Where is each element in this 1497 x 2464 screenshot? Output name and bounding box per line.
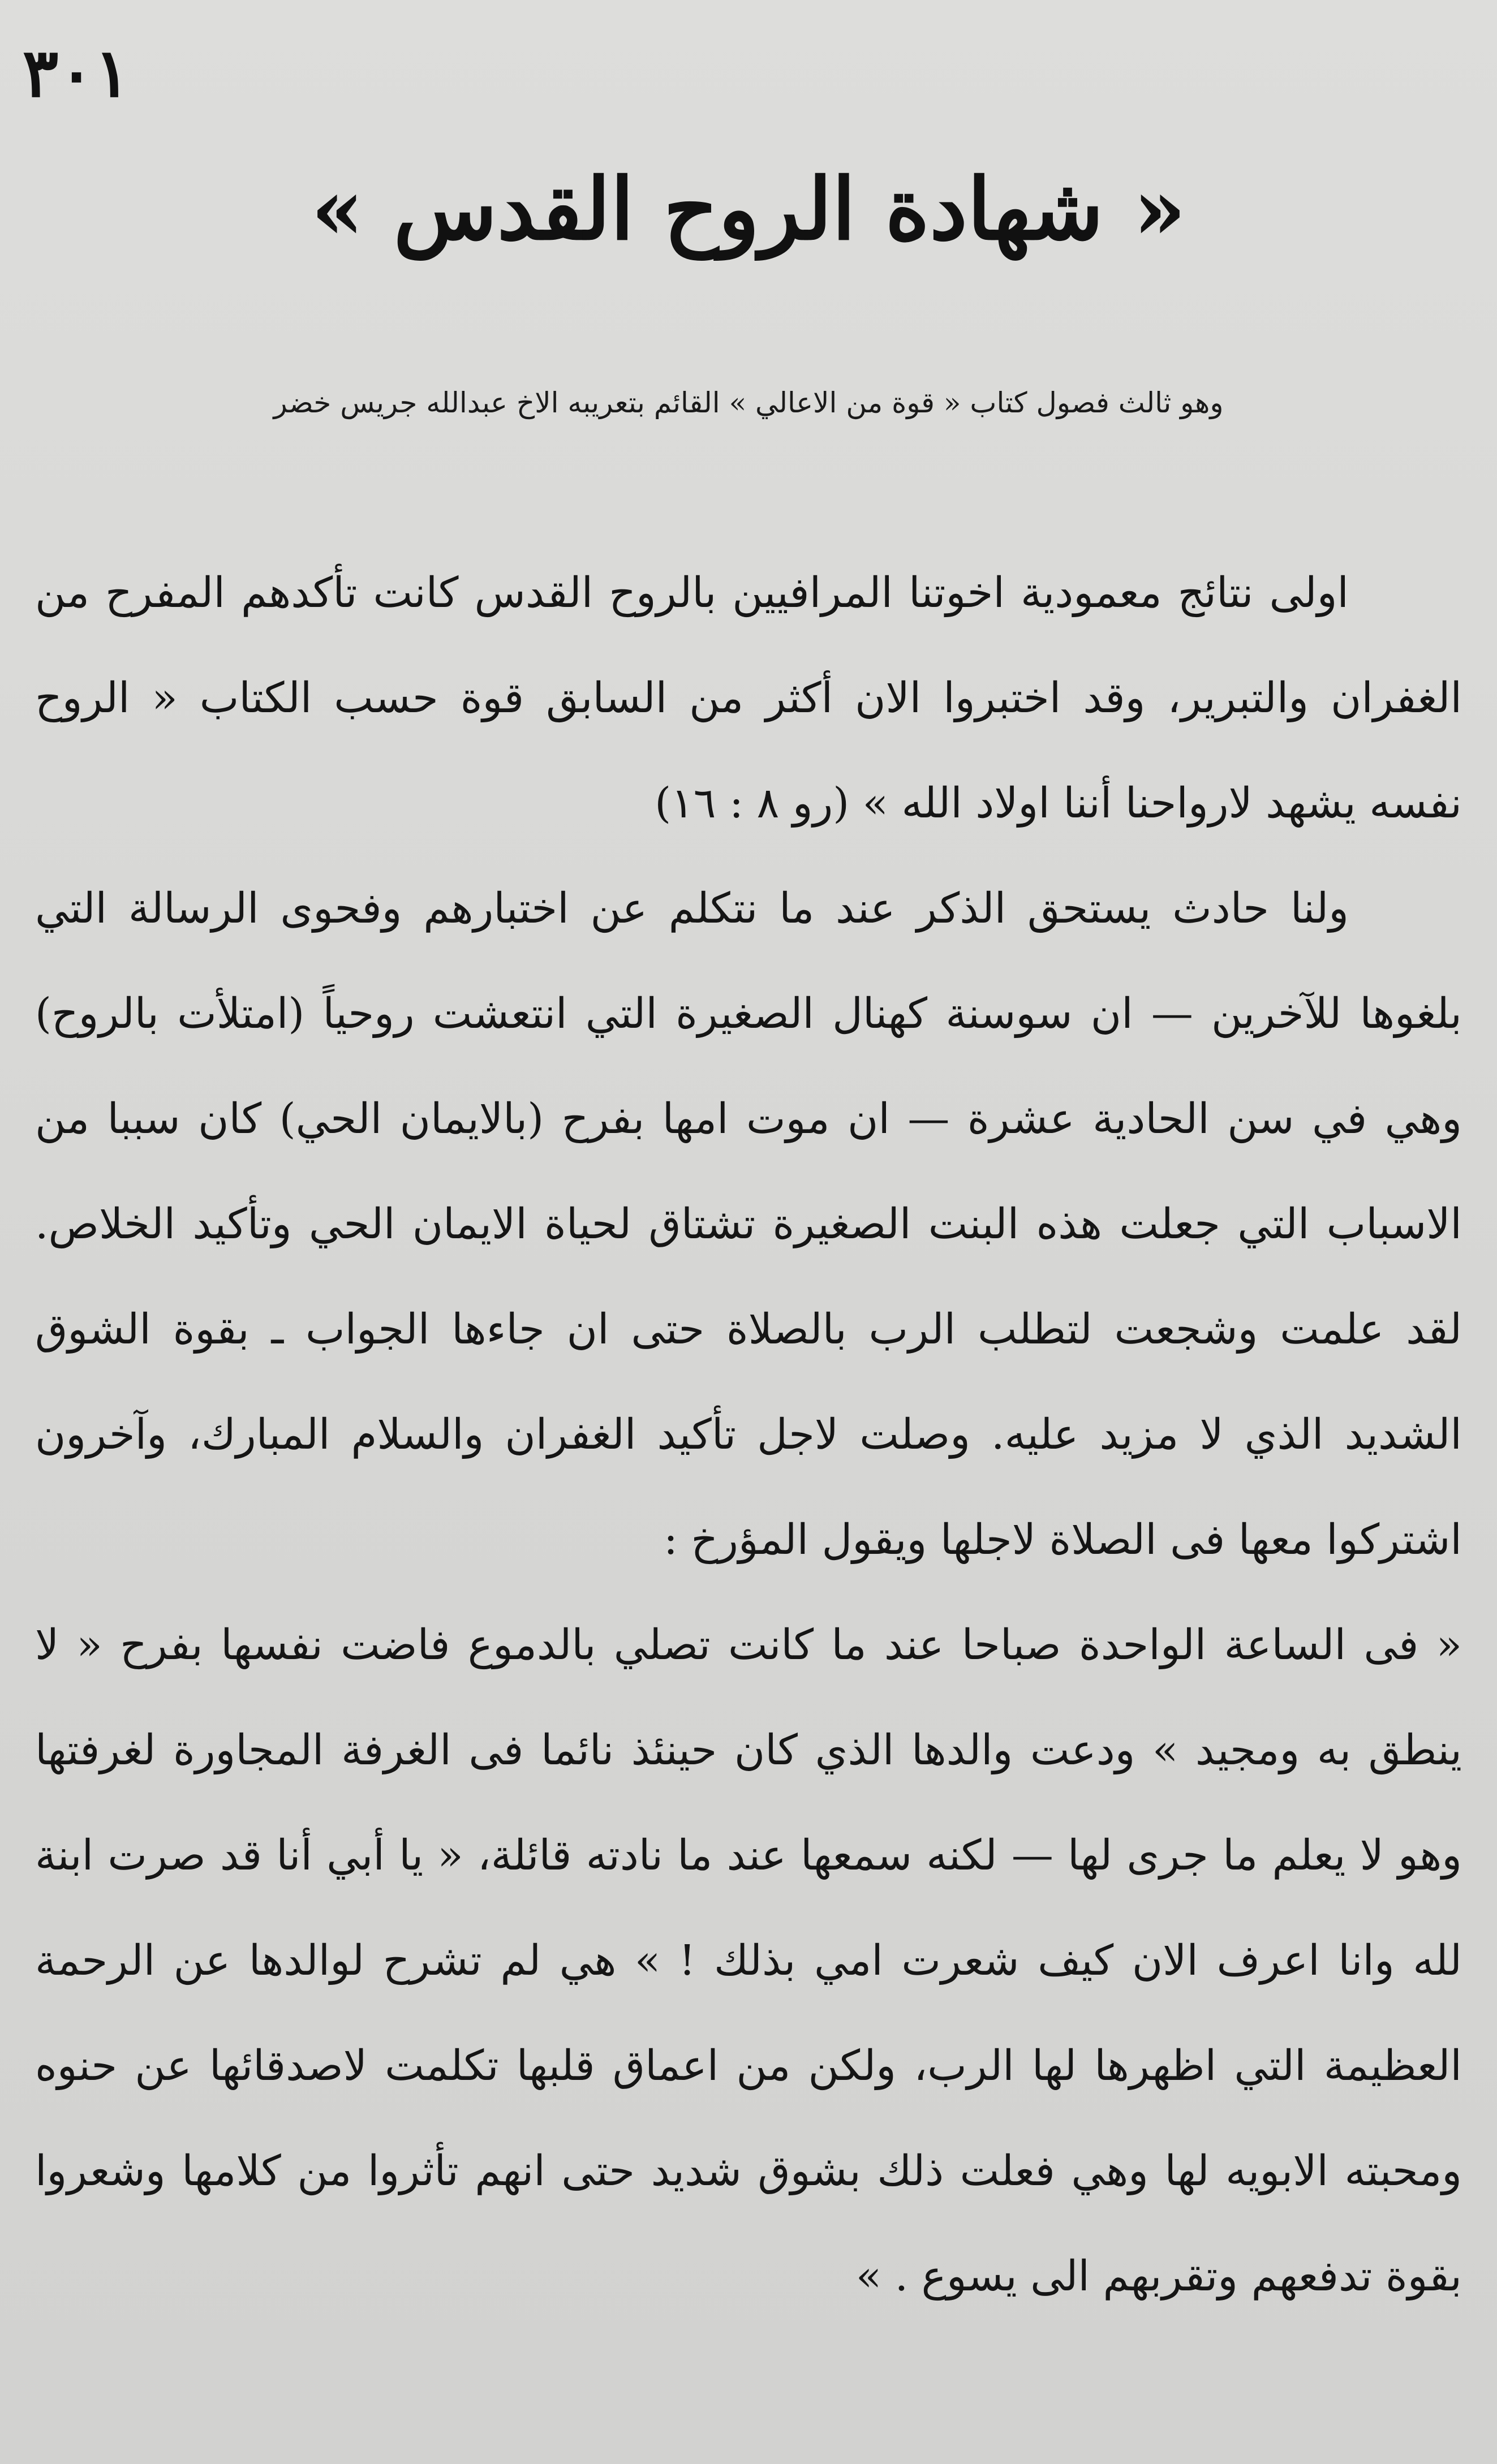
- page-number: ٣٠١: [23, 33, 131, 112]
- body-text: [35, 540, 1462, 2329]
- chapter-subtitle: وهو ثالث فصول كتاب « قوة من الاعالي » القائم بتعريبه الاخ عبدالله جريس خضر: [273, 386, 1224, 419]
- paragraph-1: اولى نتائج معمودية اخوتنا المرافيين بالروح القدس كانت تأكدهم المفرح من الغفران والتبرير، وقد اختبروا الان أكثر من السابق قوة حسب الكتاب « الروح نفسه يشهد لارواحنا أننا اولاد الله » (رو ٨ : ١٦): [35, 568, 1462, 828]
- paragraph-2: ولنا حادث يستحق الذكر عند ما نتكلم عن اختبارهم وفحوى الرسالة التي بلغوها للآخرين — ان سوسنة كهنال الصغيرة التي انتعشت روحياً (امتلأت بالروح) وهي في سن الحادية عشرة — ان موت امها بفرح (بالايمان الحي) كان سببا من الاسباب التي جعلت هذه البنت الصغيرة تشتاق لحياة الايمان الحي وتأكيد الخلاص. لقد علمت وشجعت لتطلب الرب بالصلاة حتى ان جاءها الجواب ـ بقوة الشوق الشديد الذي لا مزيد عليه. وصلت لاجل تأكيد الغفران والسلام المبارك، وآخرون اشتركوا معها فى الصلاة لاجلها ويقول المؤرخ :: [35, 884, 1462, 1564]
- paragraph-3: « فى الساعة الواحدة صباحا عند ما كانت تصلي بالدموع فاضت نفسها بفرح « لا ينطق به ومجيد » ودعت والدها الذي كان حينئذ نائما فى الغرفة المجاورة لغرفتها وهو لا يعلم ما جرى لها — لكنه سمعها عند ما نادته قائلة، « يا أبي أنا قد صرت ابنة لله وانا اعرف الان كيف شعرت امي بذلك ! » هي لم تشرح لوالدها عن الرحمة العظيمة التي اظهرها لها الرب، ولكن من اعماق قلبها تكلمت لاصدقائها عن حنوه ومحبته الابويه لها وهي فعلت ذلك بشوق شديد حتى انهم تأثروا من كلامها وشعروا بقوة تدفعهم وتقربهم الى يسوع . »: [35, 1621, 1462, 2301]
- chapter-title: « شهادة الروح القدس »: [311, 160, 1186, 259]
